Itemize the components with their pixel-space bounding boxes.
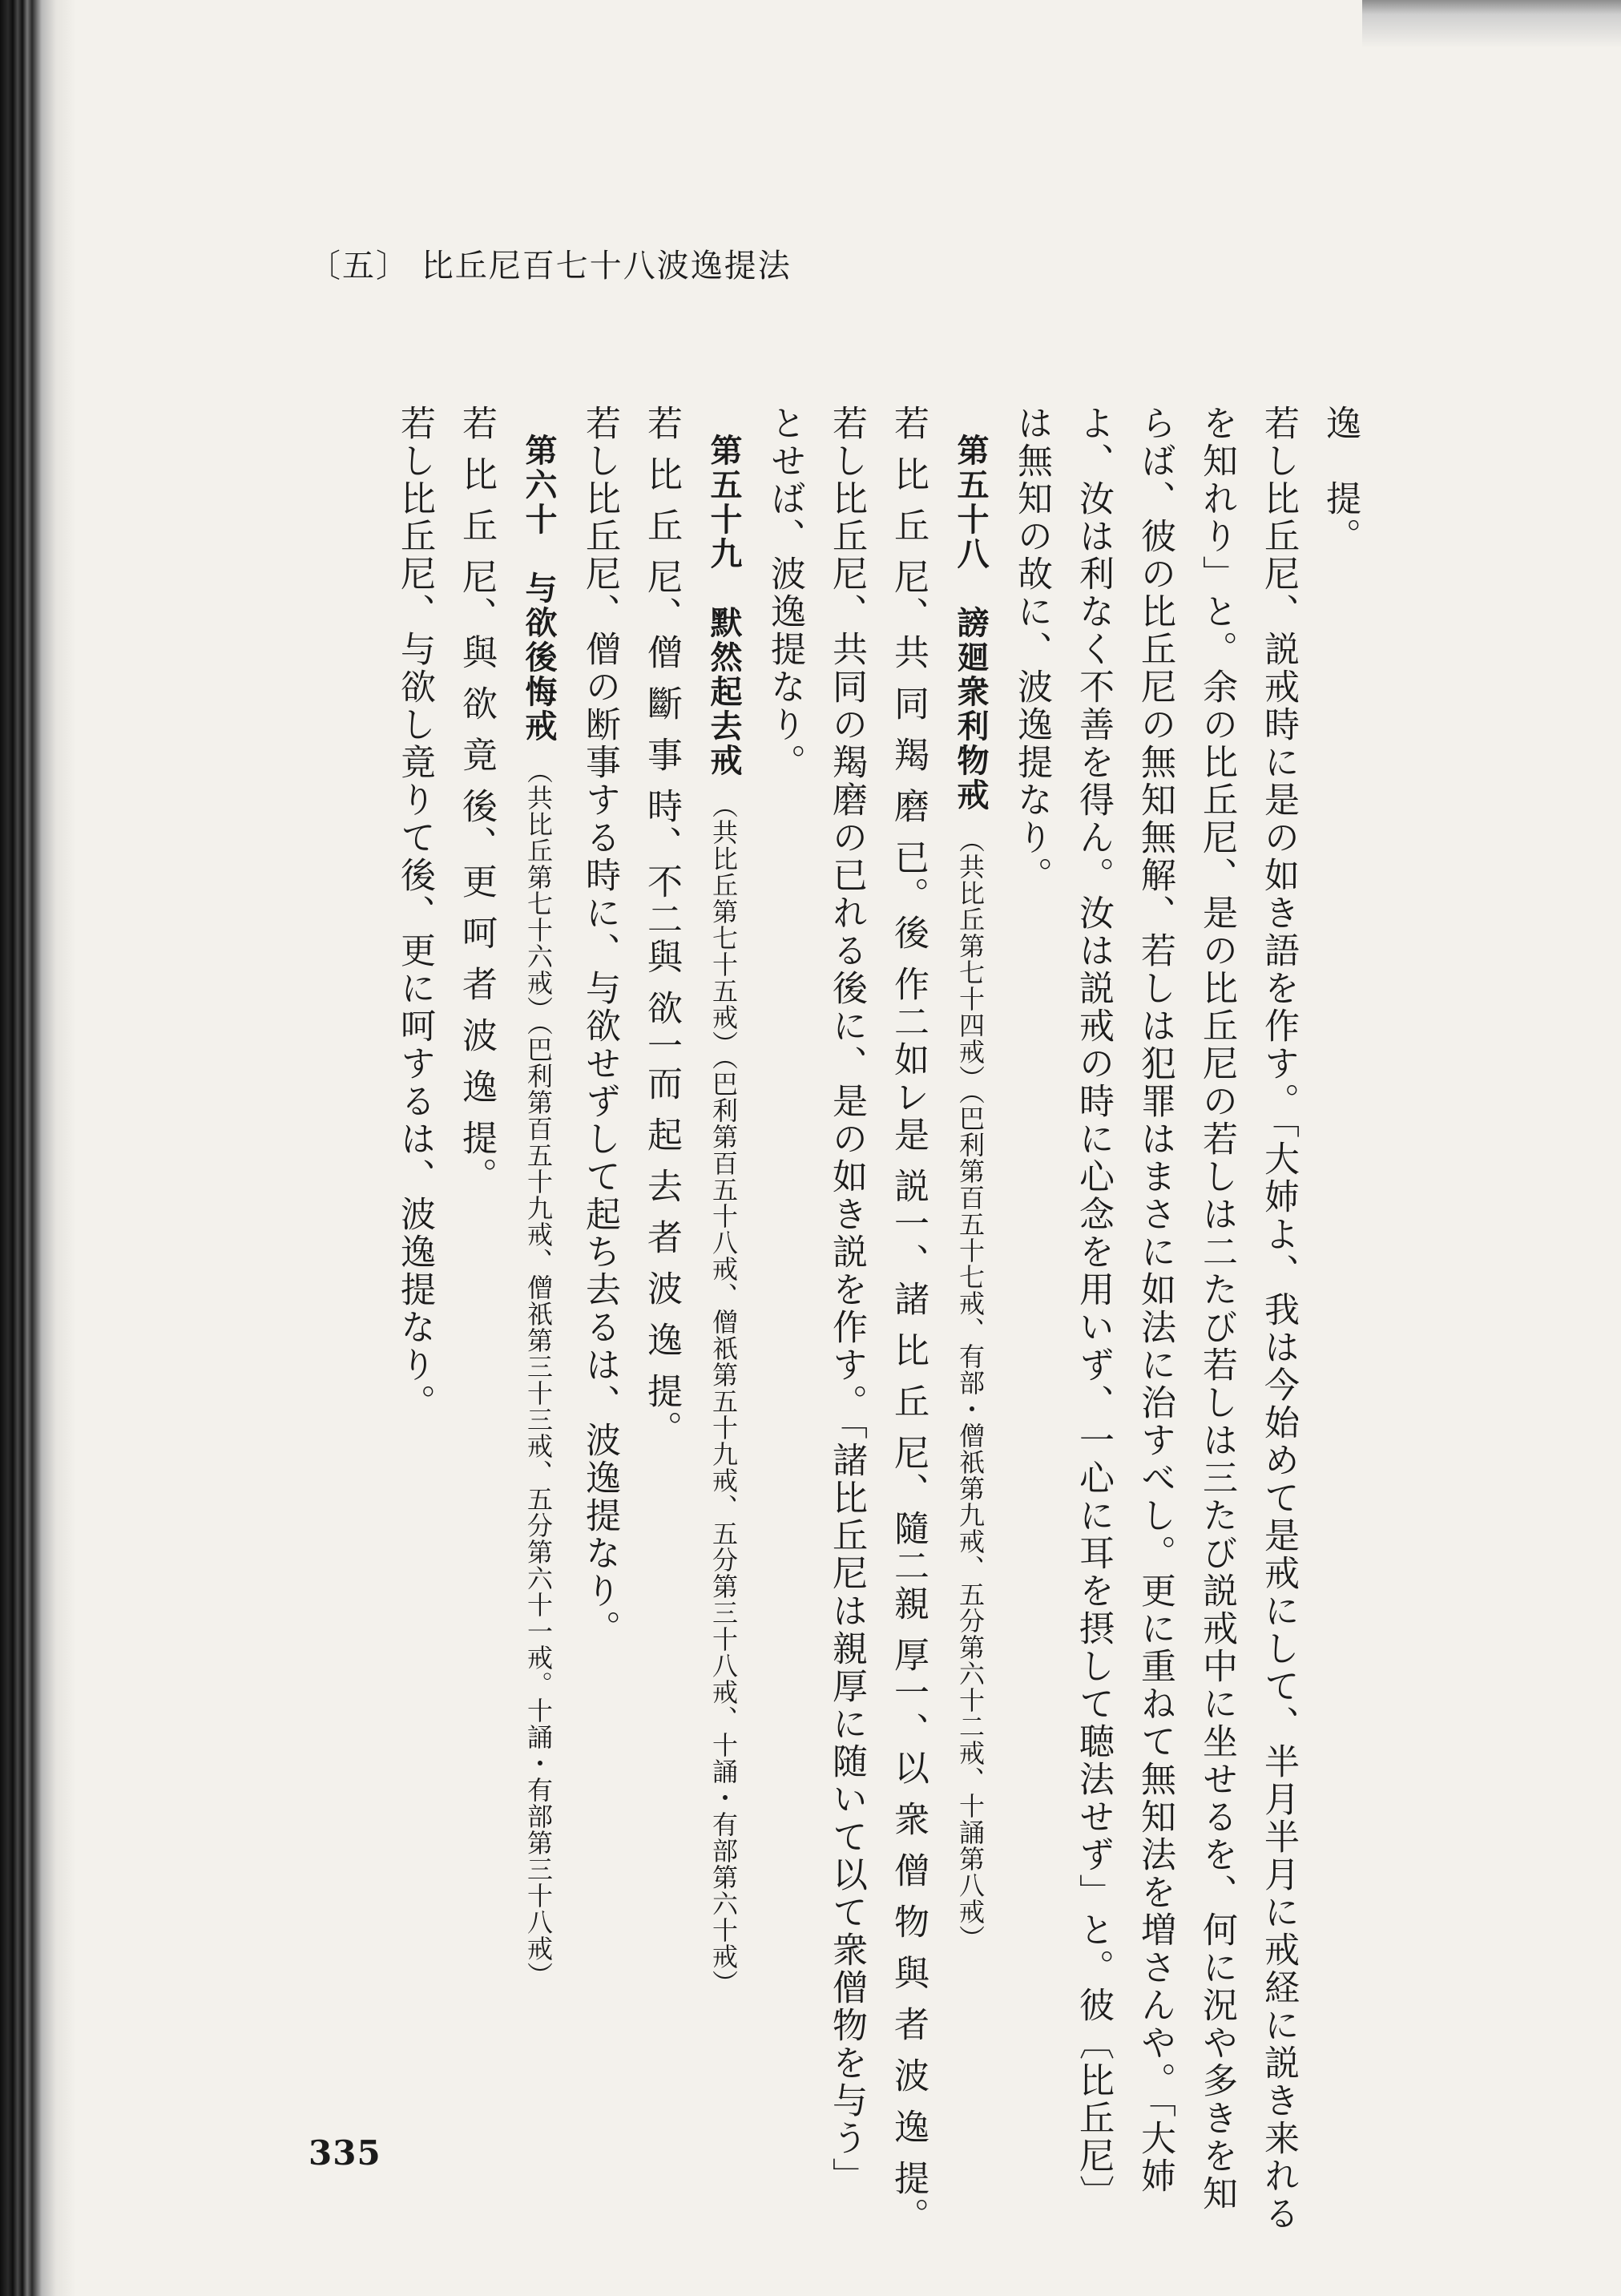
text-line: よ、汝は利なく不善を得ん。汝は説戒の時に心念を用いず、一心に耳を摂して聴法せず」と。彼〔比丘尼〕: [1073, 405, 1114, 2213]
section-title: 第五十八 謗廻衆利物戒: [952, 434, 989, 813]
text-line: 若し比丘尼、僧の断事する時に、与欲せずして起ち去るは、波逸提なり。: [579, 405, 620, 1648]
binding-edge: [0, 0, 76, 2296]
text-line: 逸 提。: [1320, 405, 1361, 555]
section-reference: （共比丘第七十五戒）（巴利第百五十八戒、僧祇第五十九戒、五分第三十八戒、十誦・有部第六十戒）: [708, 793, 739, 1996]
text-line: らば、彼の比丘尼の無知無解、若しは犯罪はまさに如法に治すべし。更に重ねて無知法を増さんや。「大姉: [1135, 405, 1175, 2195]
section-reference: （共比丘第七十六戒）（巴利第百五十九戒、僧祇第三十三戒、五分第六十一戒。十誦・有部第三十八戒）: [523, 758, 554, 1988]
text-line: は無知の故に、波逸提なり。: [1011, 405, 1052, 894]
text-line: 若し比丘尼、与欲し竟りて後、更に呵するは、波逸提なり。: [394, 405, 435, 1422]
scan-shadow: [1362, 0, 1621, 48]
text-line: 若し比丘尼、説戒時に是の如き語を作す。「大姉よ、我は今始めて是戒にして、半月半月に戒経に説き来れる: [1258, 405, 1299, 2233]
text-line: 若 比 丘 尼、僧 斷 事 時、不二與 欲一而 起 去 者 波 逸 提。: [641, 405, 682, 1448]
section-title: 第五十九 默然起去戒: [705, 434, 742, 778]
text-line: 若 比 丘 尼、共 同 羯 磨 已。後 作二如レ是 説一、諸 比 丘 尼、隨二親 厚一、以 衆 僧 物 與 者 波 逸 提。: [888, 405, 929, 2235]
text-line: を知れり」と。余の比丘尼、是の比丘尼の若しは二たび若しは三たび説戒中に坐せるを、何に況や多きを知: [1196, 405, 1237, 2213]
section-reference: （共比丘第七十四戒）（巴利第百五十七戒、有部・僧祇第九戒、五分第六十二戒、十誦第八戒）: [955, 827, 986, 1951]
page-number: 335: [308, 2133, 381, 2173]
section-heading: [507, 405, 569, 2096]
text-line: 若し比丘尼、共同の羯磨の已れる後に、是の如き説を作す。「諸比丘尼は親厚に随いて以て衆僧物を与う」: [826, 405, 867, 2195]
text-line: とせば、波逸提なり。: [764, 405, 805, 781]
vertical-text-block: [384, 405, 1371, 2235]
section-title: 第六十 与欲後悔戒: [520, 434, 557, 744]
section-heading: [939, 405, 1001, 2096]
page-header: 〔五〕 比丘尼百七十八波逸提法: [308, 248, 792, 284]
section-heading: [692, 405, 754, 2096]
text-line: 若 比 丘 尼、與 欲 竟 後、更 呵 者 波 逸 提。: [456, 405, 497, 1195]
